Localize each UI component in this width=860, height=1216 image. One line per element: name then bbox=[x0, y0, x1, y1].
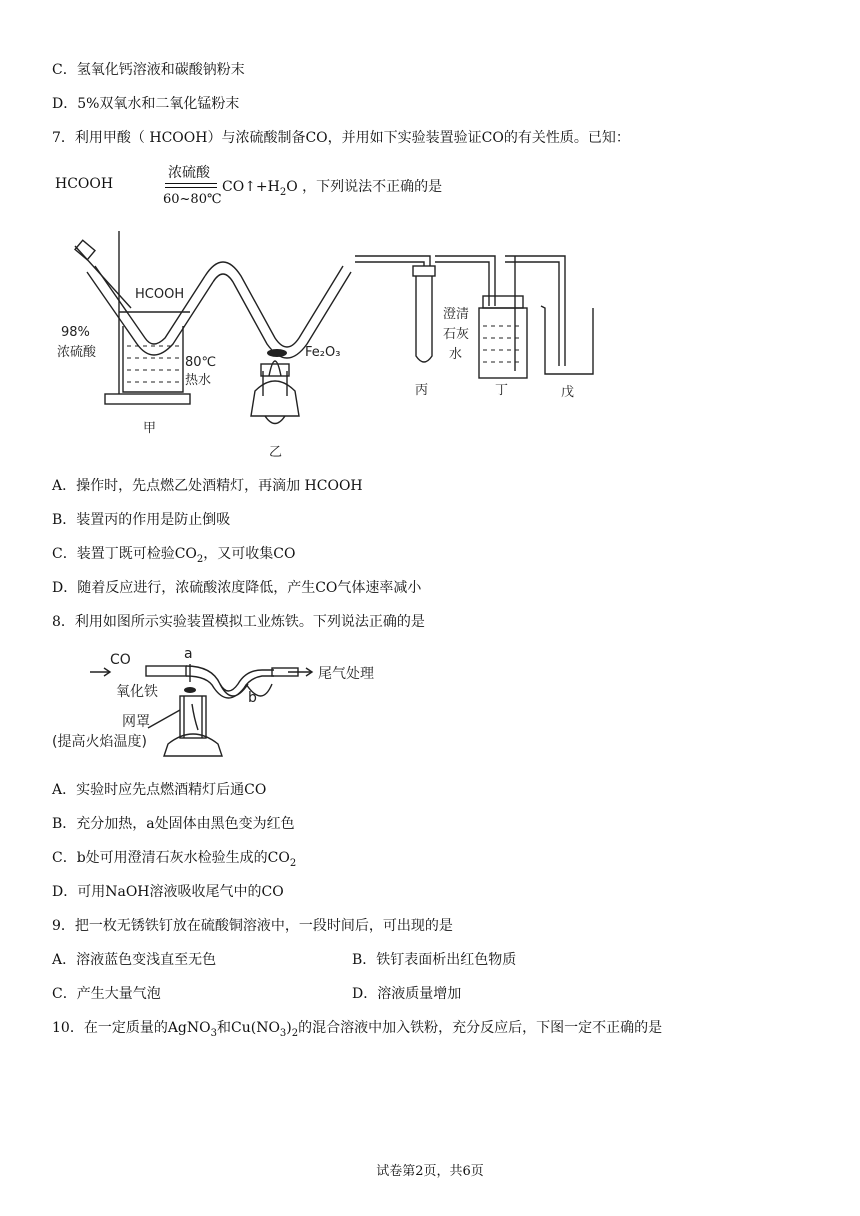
eq-condition-bottom: 60~80℃ bbox=[163, 192, 222, 207]
q8-apparatus-figure bbox=[52, 644, 392, 764]
q7-apparatus-figure bbox=[55, 226, 595, 462]
label-fe2o3: Fe₂O₃ bbox=[305, 345, 341, 360]
q7-option-b: B．装置丙的作用是防止倒吸 bbox=[52, 512, 231, 528]
label-sulfuric-acid: 浓硫酸 bbox=[57, 345, 97, 360]
label-gauze: 网罩 bbox=[122, 714, 150, 730]
label-limewater-3: 水 bbox=[449, 347, 463, 362]
q9-option-b: B．铁钉表面析出红色物质 bbox=[352, 952, 517, 968]
q8-option-c: C．b处可用澄清石灰水检验生成的$CO_2$ bbox=[52, 850, 297, 869]
label-bing: 丙 bbox=[415, 383, 429, 398]
label-hcooh: HCOOH bbox=[135, 287, 185, 302]
label-ding: 丁 bbox=[495, 383, 509, 398]
eq-condition-top: 浓硫酸 bbox=[168, 165, 210, 181]
label-98-percent: 98% bbox=[61, 325, 90, 340]
q9-stem: 9．把一枚无锈铁钉放在硫酸铜溶液中，一段时间后，可出现的是 bbox=[52, 918, 453, 934]
q7-option-a: A．操作时，先点燃乙处酒精灯，再滴加 HCOOH bbox=[52, 478, 363, 494]
page-footer: 试卷第2页，共6页 bbox=[376, 1164, 484, 1179]
q7-equation bbox=[55, 162, 475, 212]
label-iron-oxide: 氧化铁 bbox=[116, 684, 158, 700]
q10-stem: 10．在一定质量的AgNO$_3$和$Cu(NO_3)_2$的混合溶液中加入铁粉，充分反应后，下图一定不正确的是 bbox=[52, 1020, 663, 1039]
q9-option-a: A．溶液蓝色变浅直至无色 bbox=[52, 952, 217, 968]
q6-option-d: D．5%双氧水和二氧化锰粉末 bbox=[52, 96, 240, 112]
q8-stem: 8．利用如图所示实验装置模拟工业炼铁。下列说法正确的是 bbox=[52, 614, 425, 630]
label-limewater-1: 澄清 bbox=[443, 307, 470, 322]
q7-option-d: D．随着反应进行，浓硫酸浓度降低，产生CO气体速率减小 bbox=[52, 580, 422, 596]
eq-double-bar bbox=[165, 183, 217, 188]
label-wu: 戊 bbox=[561, 385, 575, 400]
label-80c: 80℃ bbox=[185, 355, 217, 370]
label-yi: 乙 bbox=[269, 445, 283, 460]
q9-option-c: C．产生大量气泡 bbox=[52, 986, 161, 1002]
label-flame-note: (提高火焰温度) bbox=[52, 734, 147, 750]
label-tail-gas: 尾气处理 bbox=[318, 666, 374, 682]
label-limewater-2: 石灰 bbox=[443, 327, 470, 342]
label-hot-water: 热水 bbox=[185, 373, 212, 388]
q7-stem: 7．利用甲酸（ HCOOH）与浓硫酸制备CO，并用如下实验装置验证CO的有关性质。已知： bbox=[52, 130, 630, 146]
label-co: CO bbox=[110, 652, 131, 668]
label-jia: 甲 bbox=[143, 421, 157, 436]
q9-option-d: D．溶液质量增加 bbox=[352, 986, 462, 1002]
q6-option-c: C．氢氧化钙溶液和碳酸钠粉末 bbox=[52, 62, 245, 78]
q8-option-b: B．充分加热，a处固体由黑色变为红色 bbox=[52, 816, 295, 832]
eq-right: $CO↑+H_2O$ ，下列说法不正确的是 bbox=[222, 179, 443, 198]
q8-option-a: A．实验时应先点燃酒精灯后通CO bbox=[52, 782, 267, 798]
q7-option-c: C．装置丁既可检验$CO_2$，又可收集CO bbox=[52, 546, 296, 565]
eq-left: HCOOH bbox=[55, 176, 114, 192]
label-a: a bbox=[184, 646, 193, 662]
label-b: b bbox=[248, 690, 257, 706]
q8-option-d: D．可用NaOH溶液吸收尾气中的CO bbox=[52, 884, 284, 900]
